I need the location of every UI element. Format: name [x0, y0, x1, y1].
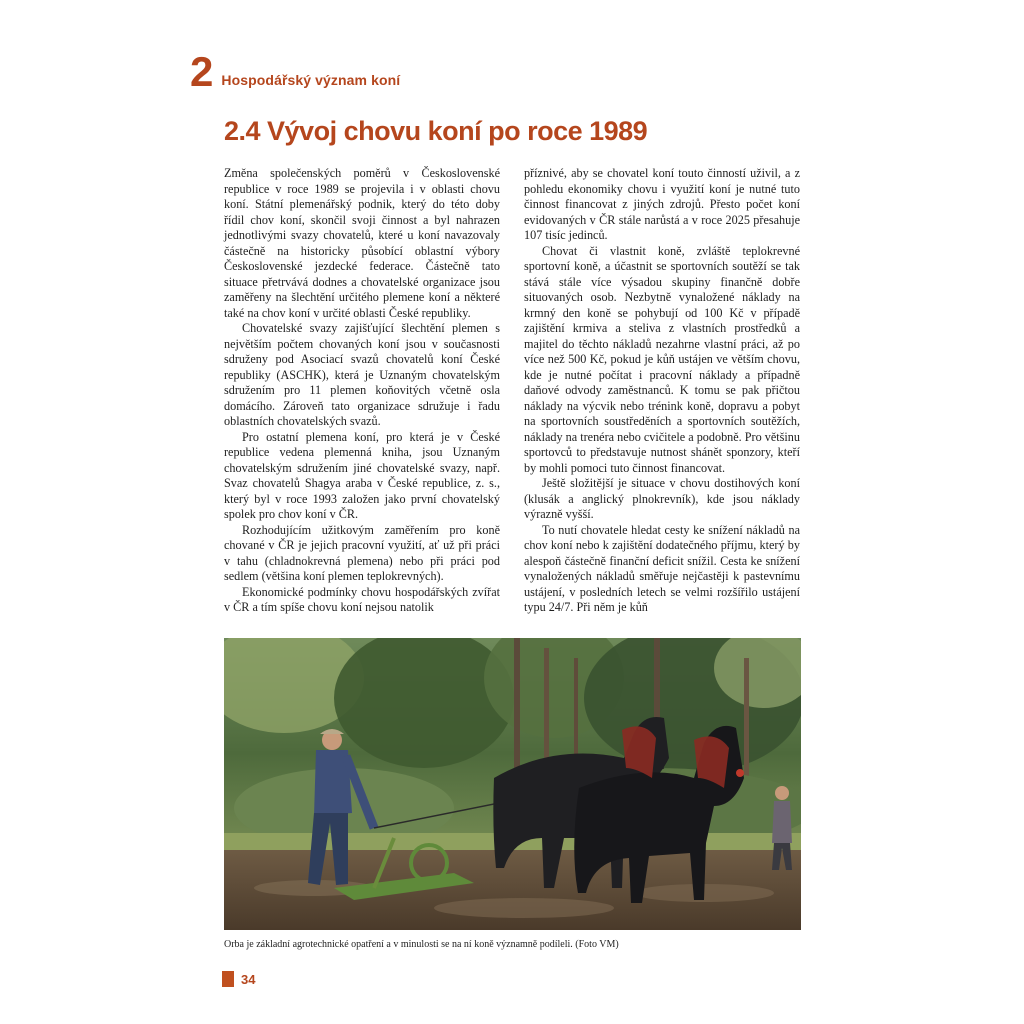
page-marker	[222, 971, 234, 987]
paragraph: Ekonomické podmínky chovu hospodářských zvířat v ČR a tím spíše chovu koní nejsou natolik	[224, 584, 500, 614]
page-number: 34	[241, 971, 256, 987]
paragraph: Chovatelské svazy zajišťující šlechtění plemen s největším počtem chovaných koní jsou v současnosti sdruženy pod Asociací svazů chovatelů koní České republiky (ASCHK), která je Uznaným chovatelským sdružením pro 11 plemen koňovitých včetně osla domácího. Zároveň tato organizace sdružuje i řadu oblastních chovatelských svazů.	[224, 321, 500, 428]
right-text-column	[524, 166, 800, 616]
chapter-title: Hospodářský význam koní	[221, 72, 401, 88]
paragraph: Změna společenských poměrů v Československé republice v roce 1989 se projevila i v oblasti chovu koní. Státní plemenářský podnik, který do této doby řídil chov koní, skončil svoji činnost a byl nahrazen jednotlivými svazy chovatelů, které u koní navazovaly částečně na historicky působící oblastní výbory Československé jezdecké federace. Částečně tato situace přetrvává dodnes a chovatelské organizace jsou zaměřeny na šlechtění určitého plemene koní a některé také na chov koní v určité oblasti České republiky.	[224, 166, 500, 320]
paragraph: Rozhodujícím užitkovým zaměřením pro koně chované v ČR je jejich pracovní využití, ať už při práci v tahu (chladnokrevná plemena) nebo při práci pod sedlem (většina koní plemen teplokrevných).	[224, 522, 500, 583]
paragraph: příznivé, aby se chovatel koní touto činností uživil, a z pohledu ekonomiky chovu i využití koní je nutné tuto činnost financovat z jiných zdrojů. Přesto počet koní evidovaných v ČR stále narůstá a v roce 2025 přesahuje 107 tisíc jedinců.	[524, 166, 800, 242]
paragraph: Ještě složitější je situace v chovu dostihových koní (klusák a anglický plnokrevník), kde jsou náklady výrazně vyšší.	[524, 476, 800, 521]
paragraph: Pro ostatní plemena koní, pro která je v České republice vedena plemenná kniha, jsou Uznaným chovatelským sdružením jiné chovatelské svazy, např. Svaz chovatelů Shagya araba v České republice, z. s., který byl v roce 1993 založen jako první chovatelský spolek pro chov koní v ČR.	[224, 429, 500, 521]
chapter-header	[190, 48, 401, 95]
paragraph: To nutí chovatele hledat cesty ke snížení nákladů na chov koní nebo k zajištění dodatečného příjmu, který by alespoň částečně finanční deficit snížil. Cesta ke snížení vynaložených nákladů směřuje nejčastěji k pastevnímu ustájení, v posledních letech se velmi rozšířilo ustájení typu 24/7. Při něm je kůň	[524, 522, 800, 614]
paragraph: Chovat či vlastnit koně, zvláště teplokrevné sportovní koně, a účastnit se sportovních soutěží se tak stává stále více výsadou skupiny finančně dobře situovaných osob. Nezbytně vynaložené náklady na krmný den koně se pohybují od 100 Kč v případě zajištění krmiva a steliva z vlastních prostředků a majitel do těchto nákladů nezahrne vlastní práci, až po více než 500 Kč, pokud je kůň ustájen ve větším chovu, kde je nutné počítat i pracovní náklady a případně daňové odvody zaměstnanců. K tomu se pak přičtou náklady na výcvik nebo trénink koně, dopravu a pobyt na sportovních soustředěních a sportovních soutěžích, náklady na trenéra nebo cvičitele a podobně. Pro většinu sportovců to představuje nutnost shánět sponzory, kteří by mohli pomoci tuto činnost financovat.	[524, 243, 800, 475]
photo-caption: Orba je základní agrotechnické opatření a v minulosti se na ní koně významně podíleli. (Foto VM)	[224, 939, 619, 950]
left-text-column	[224, 166, 500, 616]
chapter-number: 2	[190, 48, 214, 95]
page-footer	[222, 971, 255, 987]
ploughing-photo	[224, 638, 801, 930]
section-title: 2.4 Vývoj chovu koní po roce 1989	[224, 116, 648, 146]
